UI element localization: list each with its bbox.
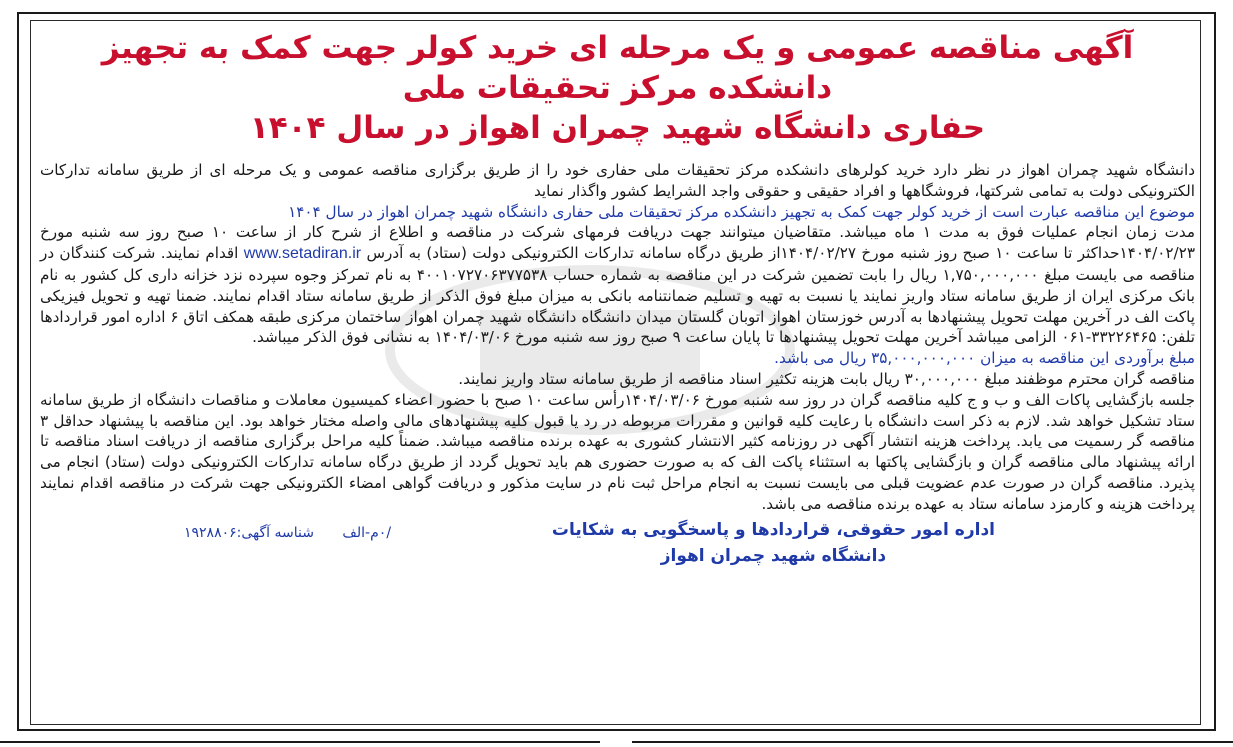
signature-university: دانشگاه شهید چمران اهواز <box>660 545 887 566</box>
ad-ref-code: /۰م-الف <box>342 524 392 541</box>
ad-codes <box>160 525 391 541</box>
ad-footer <box>40 517 1195 577</box>
ad-id: شناسه آگهی:۱۹۲۸۸۰۶ <box>184 524 314 541</box>
subject-line: موضوع این مناقصه عبارت است از خرید کولر جهت کمک به تجهیز دانشکده مرکز تحقیقات ملی حفاری دانشگاه شهید چمران اهواز در سال ۱۴۰۴ <box>288 202 1195 221</box>
ad-content <box>40 28 1195 577</box>
bottom-divider-left <box>0 741 600 743</box>
intro-paragraph: دانشگاه شهید چمران اهواز در نظر دارد خرید کولرهای دانشکده مرکز تحقیقات ملی حفاری خود را از طریق برگزاری مناقصه عمومی و یک مرحله ای از طریق سامانه تدارکات الکترونیکی دولت به تمامی شرکتها، فروشگاهها و افراد حقیقی و حقوقی واجد الشرایط کشور واگذار نماید <box>40 161 1195 200</box>
bottom-divider-right <box>632 741 1233 743</box>
ad-title-line1: آگهی مناقصه عمومی و یک مرحله ای خرید کولر جهت کمک به تجهیز دانشکده مرکز تحقیقات ملی <box>101 30 1134 106</box>
duration-text-part2: اقدام نمایند. شرکت کنندگان در مناقصه می بایست مبلغ ۱,۷۵۰,۰۰۰,۰۰۰ ریال را بابت تضمین شرکت در این مناقصه به شماره حساب ۴۰۰۱۰۷۲۷۰۶۳۷۷۵۳۸ به نام تمرکز وجوه سپرده نزد خزانه داری کل کشور به نام بانک مرکزی ایران از طریق سامانه ستاد واریز نمایند یا نسبت به تهیه و تسلیم ضمانتنامه بانکی به میزان مبلغ فوق الذکر از طریق سامانه ستاد اقدام نمایند. ضمنا تهیه و تحویل فیزیکی پاکت الف در آخرین مهلت تحویل پیشنهادها به آدرس خوزستان اهواز اتوبان گلستان میدان دانشگاه دانشگاه شهید چمران اهواز ساختمان مرکزی طبقه همکف اتاق ۶ اداره امور قراردادها تلفن: ۳۳۲۲۶۴۶۵-۰۶۱ الزامی میباشد آخرین مهلت تحویل پیشنهادها تا پایان ساعت ۹ صبح روز سه شنبه مورخ ۱۴۰۴/۰۳/۰۶ به نشانی فوق الذکر میباشد. <box>40 244 1195 347</box>
duration-paragraph <box>40 222 1195 348</box>
ad-title-line2: حفاری دانشگاه شهید چمران اهواز در سال ۱۴۰۴ <box>249 110 986 146</box>
signature-department: اداره امور حقوقی، قراردادها و پاسخگویی به شکایات <box>551 519 995 540</box>
signature-block <box>552 517 995 569</box>
ad-title <box>40 28 1195 148</box>
setad-link[interactable]: www.setadiran.ir <box>243 245 362 263</box>
estimate-line: مبلغ برآوردی این مناقصه به میزان ۳۵,۰۰۰,۰۰۰,۰۰۰ ریال می باشد. <box>774 349 1195 368</box>
fee-line: مناقصه گران محترم موظفند مبلغ ۳۰,۰۰۰,۰۰۰ ریال بابت هزینه تکثیر اسناد مناقصه از طریق سامانه ستاد واریز نمایند. <box>458 369 1195 388</box>
session-paragraph: جلسه بازگشایی پاکات الف و ب و ج کلیه مناقصه گران در روز سه شنبه مورخ ۱۴۰۴/۰۳/۰۶رأس ساعت ۱۰ صبح با حضور اعضاء کمیسیون معاملات و مناقصات دانشگاه از طریق سامانه ستاد تشکیل خواهد شد. لازم به ذکر است دانشگاه با رعایت کلیه قوانین و مقررات مربوطه در رد یا قبول کلیه پیشنهادهای مالی واصله مختار خواهد بود. این مناقصه با پیشنهاد حداقل ۳ مناقصه گر رسمیت می یابد. پرداخت هزینه انتشار آگهی در روزنامه کثیر الانتشار کشوری به عهده برنده مناقصه میباشد. ضمناً کلیه مراحل برگزاری مناقصه از دریافت اسناد مناقصه تا ارائه پیشنهاد مالی مناقصه گران و بازگشایی پاکتها به استثناء پاکت الف که به صورت حضوری هم باید تحویل گردد از طریق درگاه سامانه تدارکات الکترونیکی دولت (ستاد) انجام می پذیرد. مناقصه گران در صورت عدم عضویت قبلی می بایست نسبت به انجام مراحل ثبت نام در سایت مذکور و دریافت گواهی امضاء الکترونیکی جهت شرکت در مناقصه اقدام نمایند پرداخت هزینه و کارمزد سامانه ستاد به عهده برنده مناقصه می باشد. <box>40 390 1195 513</box>
duration-text-part1: مدت زمان انجام عملیات فوق به مدت ۱ ماه میباشد. متقاضیان میتوانند جهت دریافت فرمهای شرکت در مناقصه و اطلاع از شرح کار از ساعت ۱۰ صبح روز سه شنبه مورخ ۱۴۰۴/۰۲/۲۳حداکثر تا ساعت ۱۰ صبح روز شنبه مورخ ۱۴۰۴/۰۲/۲۷از طریق درگاه سامانه تدارکات الکترونیکی دولت (ستاد) به آدرس <box>40 223 1195 263</box>
